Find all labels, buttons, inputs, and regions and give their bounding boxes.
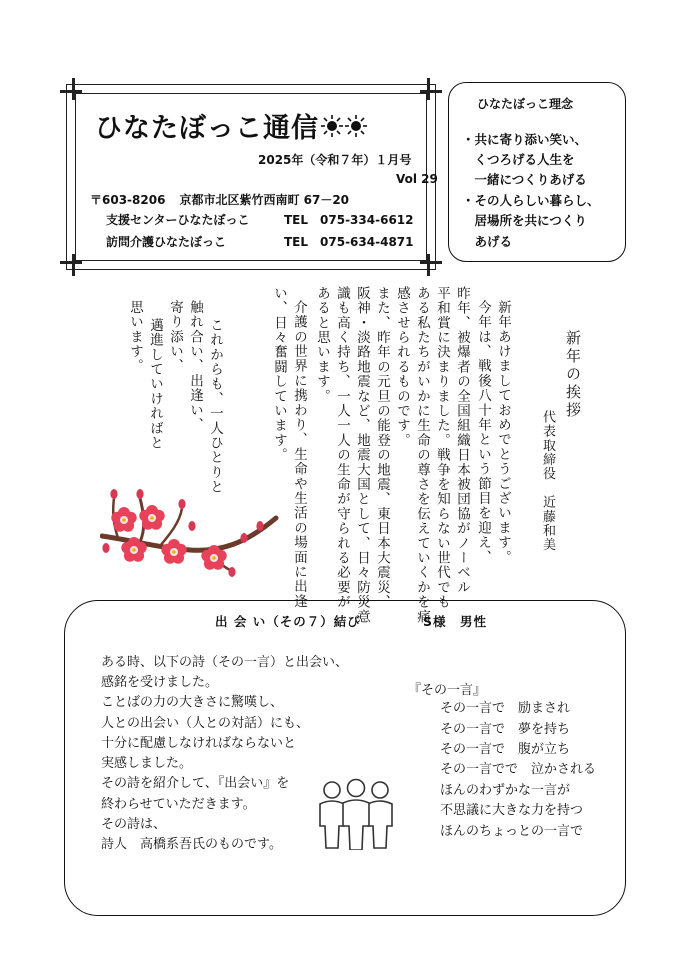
address bbox=[90, 191, 349, 208]
greeting-column: 識も高く持ち、一人一人の生命が守られる必要が bbox=[334, 286, 350, 610]
contact-support bbox=[106, 211, 414, 228]
sun-icon bbox=[321, 114, 367, 145]
philosophy-line: ・その人らしい暮らし、 bbox=[462, 193, 600, 208]
postal-code: 〒603-8206 bbox=[90, 193, 166, 207]
encounter-line: 人との出会い（人との対話）にも、 bbox=[101, 716, 310, 731]
greeting-column: ある私たちがいかに生命の尊さを伝えていくかを痛 bbox=[414, 286, 430, 625]
greeting-column: 今年は、戦後八十年という節目を迎え、 bbox=[475, 300, 491, 565]
philosophy-line: ・共に寄り添い笑い、 bbox=[462, 132, 588, 147]
encounter-line: ある時、以下の詩（その一言）と出会い、 bbox=[101, 655, 349, 670]
support-center-name: 支援センターひなたぼっこ bbox=[106, 213, 250, 227]
contact-visit bbox=[106, 233, 414, 250]
encounter-line: 感銘を受けました。 bbox=[101, 675, 219, 690]
greeting-column: 思います。 bbox=[127, 300, 143, 374]
greeting-title: 新年の挨拶 bbox=[564, 330, 582, 420]
greeting-column: 阪神・淡路地震など、地震大国として、日々防災意 bbox=[354, 286, 370, 625]
greeting-column: 寄り添い、 bbox=[167, 300, 183, 374]
support-tel: TEL 075-334-6612 bbox=[284, 213, 414, 227]
newsletter-title: ひなたぼっこ通信 bbox=[95, 106, 367, 145]
street-address: 京都市北区紫竹西南町 67－20 bbox=[179, 193, 350, 207]
greeting-column: い、日々奮闘しています。 bbox=[271, 286, 287, 463]
encounter-line: 十分に配慮しなければならないと bbox=[101, 736, 297, 751]
encounter-heading: 出 会 い（その７）結び bbox=[215, 614, 361, 629]
encounter-line: 詩人 高橋系吾氏のものです。 bbox=[101, 837, 282, 852]
poem-line: 不思議に大きな力を持つ bbox=[440, 803, 584, 818]
encounter-title bbox=[215, 612, 488, 630]
plum-blossom-illustration bbox=[100, 478, 280, 592]
greeting-column: 邁進していければと bbox=[147, 318, 163, 451]
issue-date: 2025年（令和７年）１月号 bbox=[258, 153, 412, 167]
greeting-column: 触れ合い、出逢い、 bbox=[187, 300, 203, 433]
visit-care-name: 訪問介護ひなたぼっこ bbox=[106, 235, 227, 249]
poem-line: その一言でで 泣かされる bbox=[440, 762, 597, 777]
greeting-column: 平和賞に決まりました。戦争を知らない世代でも bbox=[434, 286, 450, 610]
encounter-line: その詩は、 bbox=[101, 817, 167, 832]
poem-line: その一言で 腹が立ち bbox=[440, 742, 571, 757]
philosophy-title: ひなたぼっこ理念 bbox=[477, 97, 574, 111]
encounter-line: その詩を紹介して、『出会い』を bbox=[101, 776, 290, 791]
poem-line: ほんのわずかな一言が bbox=[440, 783, 571, 798]
philosophy-line: あげる bbox=[462, 234, 513, 249]
greeting-column: 昨年、被爆者の全国組織日本被団協がノーベル bbox=[454, 286, 470, 595]
encounter-line: ことばの力の大きさに驚嘆し、 bbox=[101, 695, 284, 710]
philosophy-line: 一緒につくりあげる bbox=[462, 172, 587, 187]
greeting-column: これからも、一人ひとりと bbox=[207, 318, 223, 495]
poem-line: その一言で 励まされ bbox=[440, 701, 571, 716]
philosophy-line: 居場所を共につくり bbox=[462, 213, 587, 228]
volume-number: Vol 29 bbox=[396, 172, 438, 186]
greeting-author: 代表取締役 近藤和美 bbox=[540, 410, 555, 552]
encounter-line: 終わらせていただきます。 bbox=[101, 797, 256, 812]
greeting-column: 新年あけましておめでとうございます。 bbox=[495, 300, 511, 565]
greeting-column: また、昨年の元旦の能登の地震、東日本大震災、 bbox=[374, 286, 390, 610]
greeting-column: 感させられるものです。 bbox=[394, 286, 410, 448]
greeting-column: 介護の世界に携わり、生命や生活の場面に出逢 bbox=[291, 300, 307, 609]
poem-title: 『その一言』 bbox=[408, 683, 487, 698]
three-people-icon bbox=[310, 778, 402, 854]
poem-line: その一言で 夢を持ち bbox=[440, 722, 571, 737]
philosophy-line: くつろげる人生を bbox=[462, 152, 575, 167]
greeting-column: あると思います。 bbox=[314, 286, 330, 404]
encounter-line: 実感しました。 bbox=[101, 756, 193, 771]
poem-line: ほんのちょっとの一言で bbox=[440, 824, 584, 839]
visit-tel: TEL 075-634-4871 bbox=[284, 235, 414, 249]
encounter-person: S様 男性 bbox=[423, 614, 488, 629]
